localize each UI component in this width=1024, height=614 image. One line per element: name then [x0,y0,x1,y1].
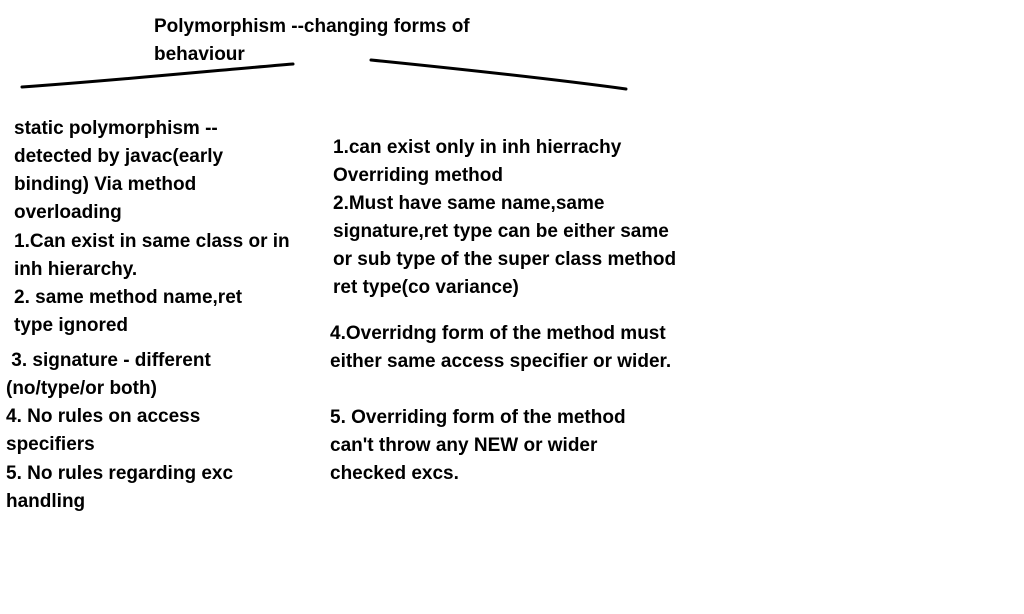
left-point-line: (no/type/or both) [6,378,157,399]
title-line: Polymorphism --changing forms of [154,16,470,37]
left-point-4 [6,403,200,459]
left-point-line: 1.Can exist in same class or in [14,231,290,252]
right-block-line: checked excs. [330,463,459,484]
left-point-line: 5. No rules regarding exc [6,463,234,484]
right-block-1 [333,134,676,302]
right-block-line: Overriding method [333,165,503,186]
left-point-line: handling [6,491,86,512]
diagram-title [154,13,470,69]
left-point-line: inh hierarchy. [14,259,138,280]
left-heading-line: overloading [14,202,122,223]
left-heading-line: binding) Via method [14,174,197,195]
left-point-line: type ignored [14,315,129,336]
right-block-2 [330,320,671,376]
title-line: behaviour [154,44,245,65]
left-point-2 [14,284,242,340]
left-heading-line: detected by javac(early [14,146,224,167]
right-block-line: 4.Overridng form of the method must [330,323,666,344]
left-point-line: 4. No rules on access [6,406,201,427]
left-point-1 [14,228,290,284]
right-block-line: 2.Must have same name,same [333,193,605,214]
left-point-3 [6,347,211,403]
right-block-line: ret type(co variance) [333,277,519,298]
right-block-line: either same access specifier or wider. [330,351,672,372]
left-point-5 [6,460,233,516]
right-block-line: can't throw any NEW or wider [330,435,598,456]
left-point-line: 3. signature - different [6,350,211,371]
right-block-line: 1.can exist only in inh hierrachy [333,137,622,158]
right-block-line: or sub type of the super class method [333,249,677,270]
left-heading-line: static polymorphism -- [14,118,218,139]
left-heading [14,115,223,227]
left-point-line: specifiers [6,434,95,455]
left-point-line: 2. same method name,ret [14,287,243,308]
right-block-3 [330,404,626,488]
right-block-line: signature,ret type can be either same [333,221,669,242]
right-block-line: 5. Overriding form of the method [330,407,626,428]
